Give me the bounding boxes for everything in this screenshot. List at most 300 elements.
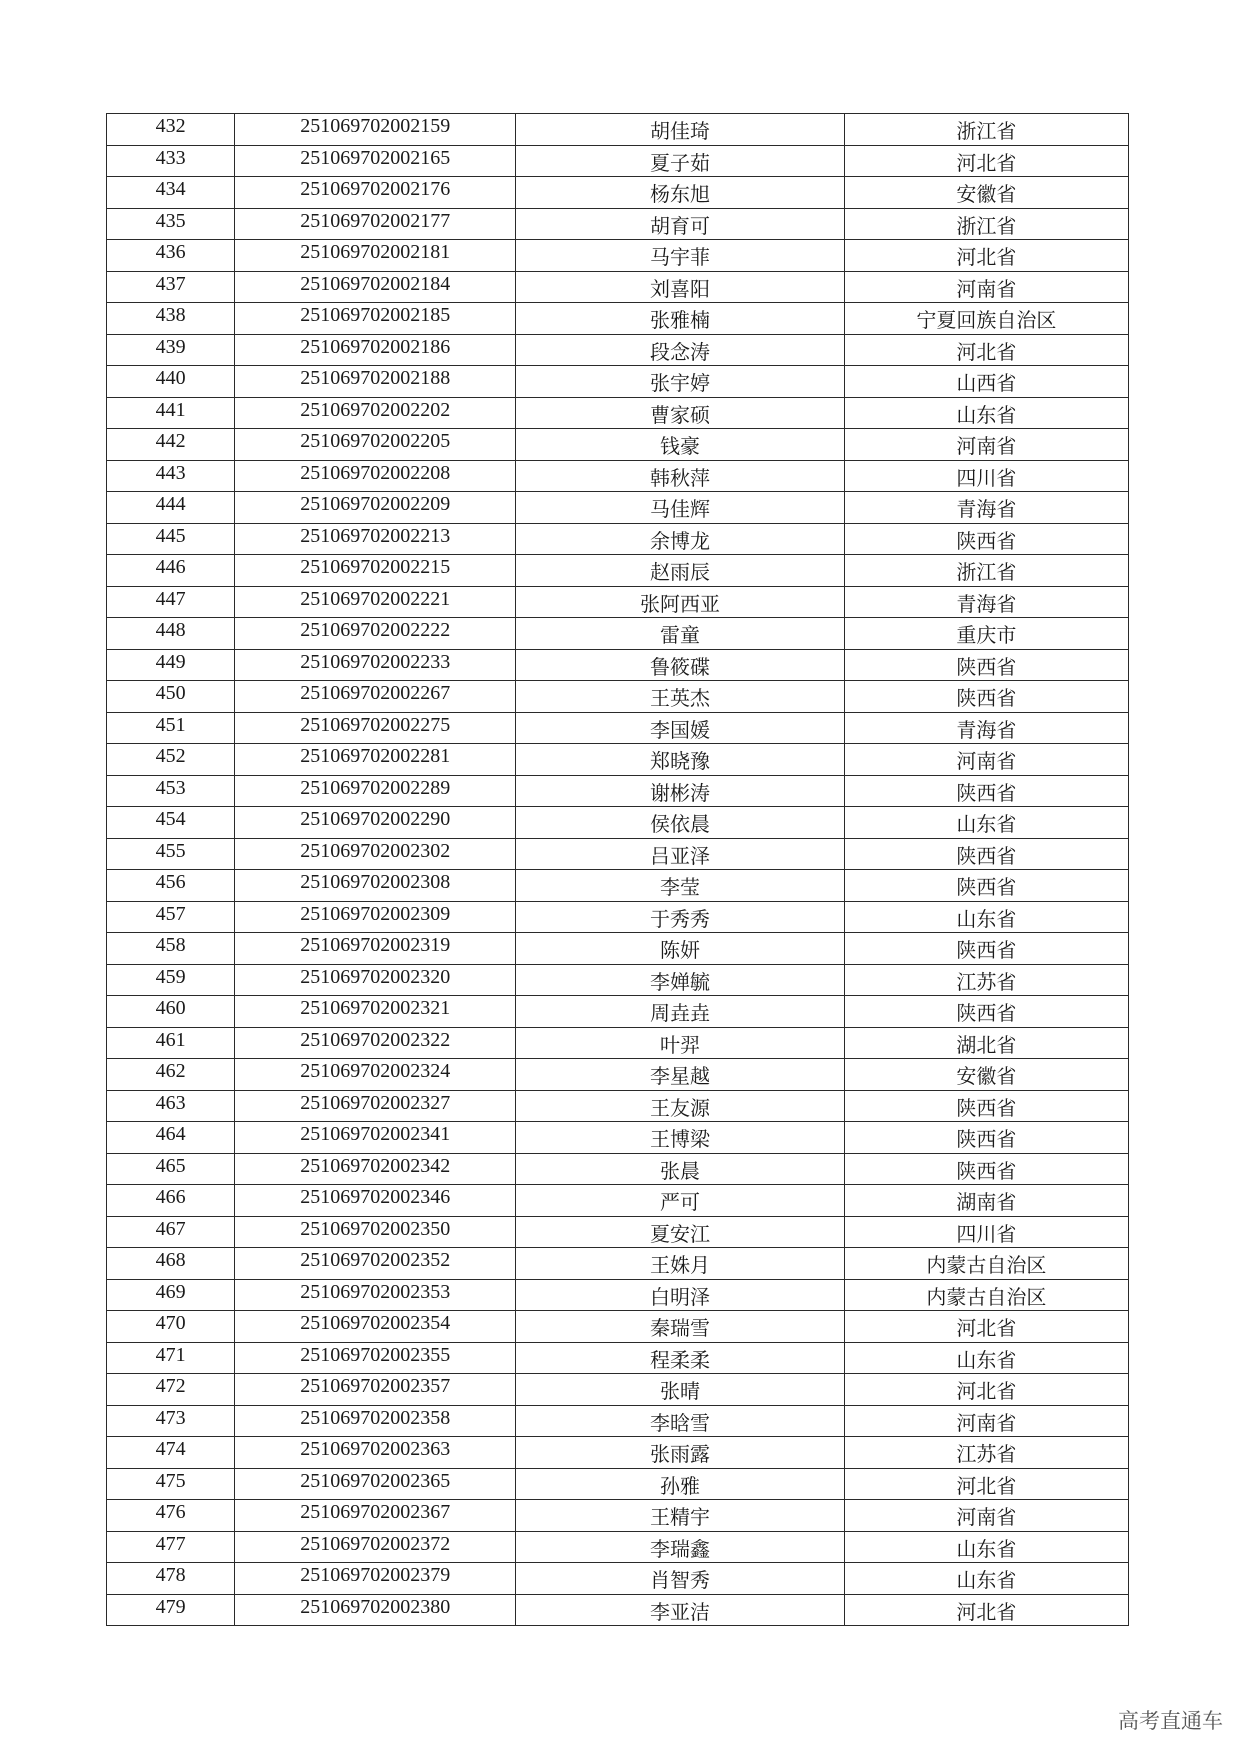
row-number-text: 439 <box>155 335 186 358</box>
table-row <box>107 586 1129 618</box>
exam-id-text: 251069702002341 <box>300 1123 451 1146</box>
row-number-text: 447 <box>155 587 186 610</box>
name-cell <box>516 208 844 240</box>
row-number-cell <box>107 1405 235 1437</box>
roster-table-body <box>107 114 1129 1626</box>
exam-id-cell <box>235 240 516 272</box>
exam-id-text: 251069702002165 <box>300 146 451 169</box>
row-number-cell <box>107 1122 235 1154</box>
name-cell <box>516 334 844 366</box>
exam-id-cell <box>235 1027 516 1059</box>
name-cell <box>516 1563 844 1595</box>
table-row <box>107 114 1129 146</box>
row-number-text: 446 <box>155 556 186 579</box>
table-row <box>107 1122 1129 1154</box>
exam-id-text: 251069702002202 <box>300 398 451 421</box>
province-text: 陕西省 <box>956 688 1017 711</box>
row-number-text: 455 <box>155 839 186 862</box>
row-number-cell <box>107 775 235 807</box>
province-text: 浙江省 <box>956 215 1017 238</box>
exam-id-cell <box>235 744 516 776</box>
name-text: 刘喜阳 <box>650 278 711 301</box>
row-number-text: 432 <box>155 115 186 138</box>
exam-id-cell <box>235 1185 516 1217</box>
table-row <box>107 1216 1129 1248</box>
exam-id-text: 251069702002209 <box>300 493 451 516</box>
province-cell <box>844 1153 1128 1185</box>
name-cell <box>516 933 844 965</box>
name-text: 侯依晨 <box>650 814 711 837</box>
exam-id-cell <box>235 1531 516 1563</box>
province-text: 山西省 <box>956 373 1017 396</box>
province-cell <box>844 807 1128 839</box>
exam-id-text: 251069702002321 <box>300 997 451 1020</box>
table-row <box>107 838 1129 870</box>
row-number-text: 463 <box>155 1091 186 1114</box>
row-number-cell <box>107 744 235 776</box>
exam-id-cell <box>235 838 516 870</box>
exam-id-cell <box>235 870 516 902</box>
exam-id-text: 251069702002309 <box>300 902 451 925</box>
row-number-cell <box>107 901 235 933</box>
table-row <box>107 901 1129 933</box>
province-cell <box>844 429 1128 461</box>
exam-id-cell <box>235 303 516 335</box>
name-cell <box>516 1248 844 1280</box>
name-cell <box>516 1279 844 1311</box>
exam-id-text: 251069702002205 <box>300 430 451 453</box>
row-number-text: 460 <box>155 997 186 1020</box>
name-text: 张晨 <box>660 1160 701 1183</box>
row-number-text: 475 <box>155 1469 186 1492</box>
table-row <box>107 271 1129 303</box>
name-text: 秦瑞雪 <box>650 1318 711 1341</box>
province-cell <box>844 460 1128 492</box>
name-cell <box>516 586 844 618</box>
name-text: 张阿西亚 <box>640 593 721 616</box>
name-text: 李亚洁 <box>650 1601 711 1624</box>
exam-id-cell <box>235 523 516 555</box>
row-number-cell <box>107 492 235 524</box>
table-row <box>107 1500 1129 1532</box>
name-cell <box>516 1594 844 1626</box>
name-cell <box>516 870 844 902</box>
province-text: 四川省 <box>956 467 1017 490</box>
name-cell <box>516 1342 844 1374</box>
exam-id-cell <box>235 681 516 713</box>
table-row <box>107 240 1129 272</box>
name-text: 陈妍 <box>660 940 701 963</box>
row-number-text: 438 <box>155 304 186 327</box>
province-text: 山东省 <box>956 1538 1017 1561</box>
province-cell <box>844 334 1128 366</box>
name-cell <box>516 775 844 807</box>
province-cell <box>844 1594 1128 1626</box>
province-cell <box>844 870 1128 902</box>
row-number-text: 468 <box>155 1249 186 1272</box>
name-cell <box>516 1090 844 1122</box>
name-cell <box>516 1405 844 1437</box>
row-number-cell <box>107 964 235 996</box>
province-text: 山东省 <box>956 814 1017 837</box>
row-number-cell <box>107 712 235 744</box>
exam-id-cell <box>235 429 516 461</box>
province-text: 河南省 <box>956 278 1017 301</box>
row-number-text: 458 <box>155 934 186 957</box>
exam-id-cell <box>235 271 516 303</box>
exam-id-text: 251069702002379 <box>300 1564 451 1587</box>
name-cell <box>516 240 844 272</box>
province-cell <box>844 1531 1128 1563</box>
province-cell <box>844 1279 1128 1311</box>
name-text: 白明泽 <box>650 1286 711 1309</box>
row-number-text: 434 <box>155 178 186 201</box>
row-number-text: 461 <box>155 1028 186 1051</box>
table-row <box>107 1027 1129 1059</box>
name-cell <box>516 901 844 933</box>
row-number-text: 474 <box>155 1438 186 1461</box>
province-text: 陕西省 <box>956 845 1017 868</box>
exam-id-text: 251069702002159 <box>300 115 451 138</box>
province-text: 河北省 <box>956 1318 1017 1341</box>
name-text: 王博梁 <box>650 1129 711 1152</box>
province-text: 重庆市 <box>956 625 1017 648</box>
province-text: 山东省 <box>956 908 1017 931</box>
exam-id-text: 251069702002289 <box>300 776 451 799</box>
name-cell <box>516 996 844 1028</box>
row-number-cell <box>107 1342 235 1374</box>
province-cell <box>844 618 1128 650</box>
province-text: 河南省 <box>956 1412 1017 1435</box>
exam-id-text: 251069702002319 <box>300 934 451 957</box>
exam-id-text: 251069702002354 <box>300 1312 451 1335</box>
exam-id-text: 251069702002222 <box>300 619 451 642</box>
name-text: 王友源 <box>650 1097 711 1120</box>
province-cell <box>844 1500 1128 1532</box>
exam-id-text: 251069702002324 <box>300 1060 451 1083</box>
exam-id-text: 251069702002308 <box>300 871 451 894</box>
exam-id-cell <box>235 177 516 209</box>
row-number-text: 444 <box>155 493 186 516</box>
table-row <box>107 775 1129 807</box>
row-number-cell <box>107 1500 235 1532</box>
province-text: 河南省 <box>956 436 1017 459</box>
province-text: 四川省 <box>956 1223 1017 1246</box>
exam-id-text: 251069702002365 <box>300 1469 451 1492</box>
name-text: 胡佳琦 <box>650 121 711 144</box>
exam-id-text: 251069702002208 <box>300 461 451 484</box>
row-number-cell <box>107 838 235 870</box>
row-number-cell <box>107 586 235 618</box>
province-cell <box>844 492 1128 524</box>
exam-id-cell <box>235 775 516 807</box>
table-row <box>107 1279 1129 1311</box>
row-number-text: 478 <box>155 1564 186 1587</box>
province-text: 陕西省 <box>956 782 1017 805</box>
exam-id-cell <box>235 1122 516 1154</box>
row-number-text: 433 <box>155 146 186 169</box>
exam-id-text: 251069702002358 <box>300 1406 451 1429</box>
province-text: 河南省 <box>956 1507 1017 1530</box>
name-text: 李星越 <box>650 1066 711 1089</box>
province-cell <box>844 555 1128 587</box>
name-text: 张宇婷 <box>650 373 711 396</box>
name-text: 程柔柔 <box>650 1349 711 1372</box>
table-row <box>107 712 1129 744</box>
table-row <box>107 649 1129 681</box>
name-text: 钱豪 <box>660 436 701 459</box>
province-cell <box>844 1311 1128 1343</box>
name-cell <box>516 1500 844 1532</box>
name-text: 李婵毓 <box>650 971 711 994</box>
table-row <box>107 1374 1129 1406</box>
row-number-text: 459 <box>155 965 186 988</box>
row-number-cell <box>107 397 235 429</box>
name-cell <box>516 303 844 335</box>
name-text: 李瑞鑫 <box>650 1538 711 1561</box>
province-cell <box>844 1248 1128 1280</box>
name-text: 夏子茹 <box>650 152 711 175</box>
exam-id-cell <box>235 1279 516 1311</box>
province-cell <box>844 744 1128 776</box>
table-row <box>107 460 1129 492</box>
name-text: 周垚垚 <box>650 1003 711 1026</box>
table-row <box>107 429 1129 461</box>
province-text: 山东省 <box>956 404 1017 427</box>
name-cell <box>516 114 844 146</box>
table-row <box>107 964 1129 996</box>
exam-id-cell <box>235 460 516 492</box>
name-text: 王精宇 <box>650 1507 711 1530</box>
name-text: 郑晓豫 <box>650 751 711 774</box>
watermark: 高考直通车 <box>1118 1709 1223 1733</box>
row-number-text: 470 <box>155 1312 186 1335</box>
name-text: 张雅楠 <box>650 310 711 333</box>
province-cell <box>844 271 1128 303</box>
exam-id-cell <box>235 807 516 839</box>
row-number-cell <box>107 366 235 398</box>
table-row <box>107 681 1129 713</box>
province-cell <box>844 649 1128 681</box>
province-cell <box>844 523 1128 555</box>
exam-id-cell <box>235 933 516 965</box>
exam-id-text: 251069702002302 <box>300 839 451 862</box>
exam-id-cell <box>235 649 516 681</box>
row-number-cell <box>107 870 235 902</box>
row-number-cell <box>107 1563 235 1595</box>
exam-id-cell <box>235 1500 516 1532</box>
exam-id-text: 251069702002215 <box>300 556 451 579</box>
name-text: 韩秋萍 <box>650 467 711 490</box>
row-number-cell <box>107 208 235 240</box>
name-text: 张雨露 <box>650 1444 711 1467</box>
province-text: 河北省 <box>956 1475 1017 1498</box>
exam-id-cell <box>235 1311 516 1343</box>
name-cell <box>516 460 844 492</box>
province-text: 河北省 <box>956 247 1017 270</box>
exam-id-text: 251069702002290 <box>300 808 451 831</box>
exam-id-cell <box>235 1405 516 1437</box>
row-number-text: 442 <box>155 430 186 453</box>
name-text: 叶羿 <box>660 1034 701 1057</box>
row-number-text: 453 <box>155 776 186 799</box>
row-number-text: 457 <box>155 902 186 925</box>
province-cell <box>844 1374 1128 1406</box>
exam-id-text: 251069702002281 <box>300 745 451 768</box>
province-cell <box>844 208 1128 240</box>
name-cell <box>516 429 844 461</box>
exam-id-text: 251069702002186 <box>300 335 451 358</box>
province-cell <box>844 114 1128 146</box>
row-number-text: 445 <box>155 524 186 547</box>
province-text: 陕西省 <box>956 1160 1017 1183</box>
exam-id-cell <box>235 555 516 587</box>
row-number-text: 448 <box>155 619 186 642</box>
row-number-text: 441 <box>155 398 186 421</box>
table-row <box>107 303 1129 335</box>
exam-id-text: 251069702002342 <box>300 1154 451 1177</box>
exam-id-cell <box>235 1090 516 1122</box>
table-row <box>107 1185 1129 1217</box>
row-number-cell <box>107 618 235 650</box>
name-text: 段念涛 <box>650 341 711 364</box>
exam-id-text: 251069702002181 <box>300 241 451 264</box>
row-number-cell <box>107 649 235 681</box>
name-cell <box>516 807 844 839</box>
province-cell <box>844 1216 1128 1248</box>
exam-id-cell <box>235 1374 516 1406</box>
province-text: 陕西省 <box>956 1097 1017 1120</box>
name-text: 孙雅 <box>660 1475 701 1498</box>
row-number-cell <box>107 1531 235 1563</box>
row-number-text: 462 <box>155 1060 186 1083</box>
exam-id-cell <box>235 1437 516 1469</box>
name-cell <box>516 1311 844 1343</box>
table-row <box>107 933 1129 965</box>
row-number-cell <box>107 460 235 492</box>
province-cell <box>844 303 1128 335</box>
name-cell <box>516 1027 844 1059</box>
province-cell <box>844 366 1128 398</box>
row-number-text: 464 <box>155 1123 186 1146</box>
exam-id-cell <box>235 397 516 429</box>
table-row <box>107 1059 1129 1091</box>
province-text: 安徽省 <box>956 184 1017 207</box>
exam-id-text: 251069702002213 <box>300 524 451 547</box>
table-row <box>107 1248 1129 1280</box>
exam-id-cell <box>235 901 516 933</box>
table-row <box>107 555 1129 587</box>
row-number-cell <box>107 1468 235 1500</box>
table-row <box>107 523 1129 555</box>
row-number-text: 456 <box>155 871 186 894</box>
name-text: 李国媛 <box>650 719 711 742</box>
exam-id-cell <box>235 1153 516 1185</box>
name-text: 王姝月 <box>650 1255 711 1278</box>
row-number-cell <box>107 681 235 713</box>
exam-id-text: 251069702002322 <box>300 1028 451 1051</box>
name-cell <box>516 1059 844 1091</box>
row-number-text: 454 <box>155 808 186 831</box>
exam-id-cell <box>235 996 516 1028</box>
table-row <box>107 1311 1129 1343</box>
name-cell <box>516 1122 844 1154</box>
name-text: 马宇菲 <box>650 247 711 270</box>
exam-id-cell <box>235 1216 516 1248</box>
exam-id-text: 251069702002233 <box>300 650 451 673</box>
province-text: 江苏省 <box>956 971 1017 994</box>
name-cell <box>516 618 844 650</box>
name-cell <box>516 1531 844 1563</box>
province-text: 宁夏回族自治区 <box>916 310 1057 333</box>
row-number-text: 451 <box>155 713 186 736</box>
row-number-cell <box>107 1594 235 1626</box>
row-number-cell <box>107 1153 235 1185</box>
exam-id-text: 251069702002184 <box>300 272 451 295</box>
table-row <box>107 744 1129 776</box>
name-cell <box>516 1374 844 1406</box>
province-text: 山东省 <box>956 1349 1017 1372</box>
row-number-cell <box>107 1059 235 1091</box>
row-number-text: 450 <box>155 682 186 705</box>
exam-id-cell <box>235 492 516 524</box>
row-number-cell <box>107 1090 235 1122</box>
name-cell <box>516 177 844 209</box>
exam-id-cell <box>235 586 516 618</box>
table-row <box>107 618 1129 650</box>
exam-id-text: 251069702002353 <box>300 1280 451 1303</box>
row-number-text: 436 <box>155 241 186 264</box>
province-cell <box>844 1185 1128 1217</box>
row-number-cell <box>107 1374 235 1406</box>
province-text: 陕西省 <box>956 940 1017 963</box>
row-number-cell <box>107 114 235 146</box>
row-number-cell <box>107 807 235 839</box>
name-cell <box>516 1468 844 1500</box>
province-text: 内蒙古自治区 <box>926 1286 1047 1309</box>
province-cell <box>844 1059 1128 1091</box>
province-text: 安徽省 <box>956 1066 1017 1089</box>
row-number-cell <box>107 303 235 335</box>
table-row <box>107 1405 1129 1437</box>
exam-id-text: 251069702002355 <box>300 1343 451 1366</box>
exam-id-text: 251069702002367 <box>300 1501 451 1524</box>
table-row <box>107 1153 1129 1185</box>
row-number-text: 435 <box>155 209 186 232</box>
exam-id-cell <box>235 1594 516 1626</box>
exam-id-text: 251069702002363 <box>300 1438 451 1461</box>
province-cell <box>844 1405 1128 1437</box>
name-text: 赵雨辰 <box>650 562 711 585</box>
table-row <box>107 1563 1129 1595</box>
exam-id-text: 251069702002320 <box>300 965 451 988</box>
row-number-cell <box>107 240 235 272</box>
province-text: 湖南省 <box>956 1192 1017 1215</box>
province-text: 青海省 <box>956 719 1017 742</box>
row-number-text: 443 <box>155 461 186 484</box>
name-text: 李莹 <box>660 877 701 900</box>
row-number-cell <box>107 429 235 461</box>
exam-id-text: 251069702002221 <box>300 587 451 610</box>
name-text: 杨东旭 <box>650 184 711 207</box>
name-text: 吕亚泽 <box>650 845 711 868</box>
row-number-cell <box>107 334 235 366</box>
exam-id-cell <box>235 1342 516 1374</box>
exam-id-cell <box>235 145 516 177</box>
exam-id-cell <box>235 114 516 146</box>
province-cell <box>844 1342 1128 1374</box>
row-number-text: 479 <box>155 1595 186 1618</box>
